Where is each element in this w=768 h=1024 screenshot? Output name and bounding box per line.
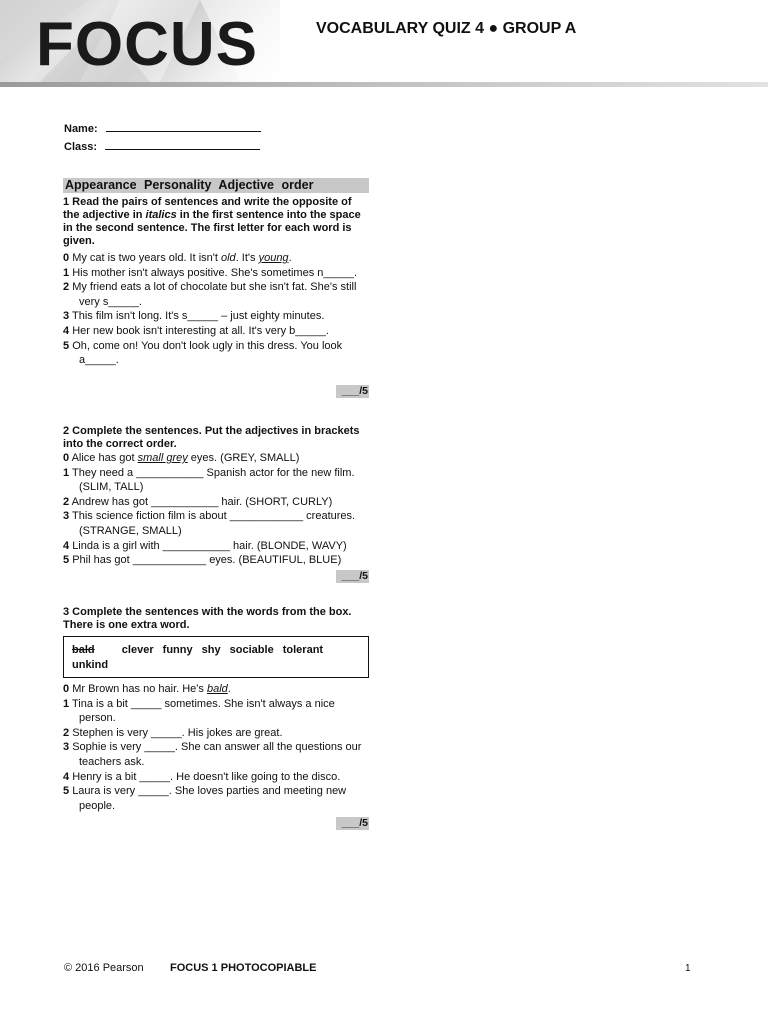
item-text: They need a ___________ Spanish actor for the new film. (SLIM, TALL) [71,466,355,494]
ex3-item-0 [63,682,369,697]
class-line[interactable] [105,140,260,150]
item-number: 1 [63,697,70,710]
item-number: 4 [63,324,70,337]
ex3-item-3 [63,740,369,769]
ex2-item-1 [63,466,369,495]
item-text: eyes. (GREY, SMALL) [187,452,300,464]
item-number: 3 [63,741,70,754]
ex2-instruction [63,425,369,451]
item-text: Henry is a bit _____. He doesn't like going to the disco. [72,770,341,783]
name-field[interactable] [64,122,261,135]
exercise-3-items [63,682,369,813]
page-number: 1 [685,963,691,974]
ex2-item-2 [63,495,369,510]
item-number: 2 [63,495,70,508]
example-answer: young [258,252,289,264]
ex1-item-0 [63,251,369,266]
ex2-instruction-text: 2 Complete the sentences. Put the adjectives in brackets into the correct order. [63,425,360,450]
exercise-1 [63,196,369,368]
example-answer: small grey [137,452,188,464]
ex1-instruction-text: 1 Read the pairs of sentences and write the opposite of the adjective in italics in the first sentence into the space in the second sentence. The first letter for each word is given. [63,196,361,247]
item-text: Tina is a bit _____ sometimes. She isn't always a nice person. [71,697,335,725]
item-text: Oh, come on! You don't look ugly in this dress. You look a_____. [72,339,343,367]
item-text: Stephen is very _____. His jokes are great. [72,726,283,739]
name-label: Name: [64,123,98,135]
item-text: Mr Brown has no hair. He's [72,683,207,695]
item-number: 0 [63,683,70,695]
item-text: My cat is two years old. It isn't [72,252,221,264]
word-box [63,636,369,678]
item-number: 0 [63,252,70,264]
item-number: 2 [63,281,70,294]
header-graphic [0,0,280,82]
section-title: Appearance Personality Adjective order [63,178,369,193]
footer-photocopiable: FOCUS 1 PHOTOCOPIABLE [170,962,317,974]
item-number: 4 [63,770,70,783]
item-number: 4 [63,539,70,552]
page-header [0,0,768,88]
item-text: Andrew has got ___________ hair. (SHORT, CURLY) [71,495,333,508]
item-text: My friend eats a lot of chocolate but she isn't fat. She's still very s_____. [72,281,357,308]
item-number: 1 [63,266,70,279]
focus-logo: FOCUS [36,10,258,79]
ex3-instruction [63,606,369,632]
ex1-item-3 [63,309,369,324]
ex1-instruction [63,196,369,248]
item-text: Linda is a girl with ___________ hair. (BLONDE, WAVY) [72,539,347,552]
item-number: 5 [63,339,70,352]
ex2-item-3 [63,509,369,538]
name-line[interactable] [106,122,261,132]
footer-copyright: © 2016 Pearson [64,962,144,974]
item-text: Alice has got [71,452,138,464]
item-text: This science fiction film is about ____________ creatures. (STRANGE, SMALL) [71,510,356,537]
ex2-item-5 [63,553,369,568]
ex1-score[interactable]: ___/5 [336,385,369,398]
italics-word: italics [145,209,177,221]
item-number: 3 [63,510,70,523]
ex3-item-5 [63,784,369,813]
item-italic: old [221,252,236,264]
item-text: . [227,683,231,695]
item-text: Laura is very _____. She loves parties and meeting new people. [72,785,347,812]
ex3-instruction-text: 3 Complete the sentences with the words from the box. There is one extra word. [63,606,352,631]
class-field[interactable] [64,140,260,153]
header-rule [0,82,768,87]
item-text: . It's [235,252,259,264]
example-answer: bald [206,683,228,695]
ex1-item-1 [63,266,369,281]
quiz-title: VOCABULARY QUIZ 4 ● GROUP A [316,20,577,37]
item-text: This film isn't long. It's s_____ – just eighty minutes. [71,310,325,323]
item-text: Sophie is very _____. She can answer all the questions our teachers ask. [72,741,362,768]
item-text: . [288,252,292,264]
exercise-2 [63,425,369,568]
ex3-item-1 [63,697,369,726]
ex1-item-5 [63,339,369,368]
ex3-score[interactable]: ___/5 [336,817,369,830]
ex3-item-2 [63,726,369,741]
ex2-item-0 [63,451,369,466]
ex3-item-4 [63,770,369,785]
ex2-score[interactable]: ___/5 [336,570,369,583]
item-number: 0 [63,452,70,464]
ex1-item-4 [63,324,369,339]
item-text: Her new book isn't interesting at all. It's very b_____. [72,324,329,337]
item-text: His mother isn't always positive. She's sometimes n_____. [72,266,358,279]
item-number: 5 [63,554,70,567]
item-number: 1 [63,466,70,479]
item-text: Phil has got ____________ eyes. (BEAUTIFUL, BLUE) [72,554,342,567]
item-number: 5 [63,785,70,798]
box-words: clever funny shy sociable tolerant [121,644,324,656]
ex1-item-2 [63,280,369,309]
item-number: 3 [63,310,70,323]
class-label: Class: [64,141,98,153]
ex2-item-4 [63,539,369,554]
struck-word: bald [72,644,95,656]
exercise-3 [63,606,369,632]
item-number: 2 [63,726,70,739]
box-words-line2: unkind [72,658,109,671]
